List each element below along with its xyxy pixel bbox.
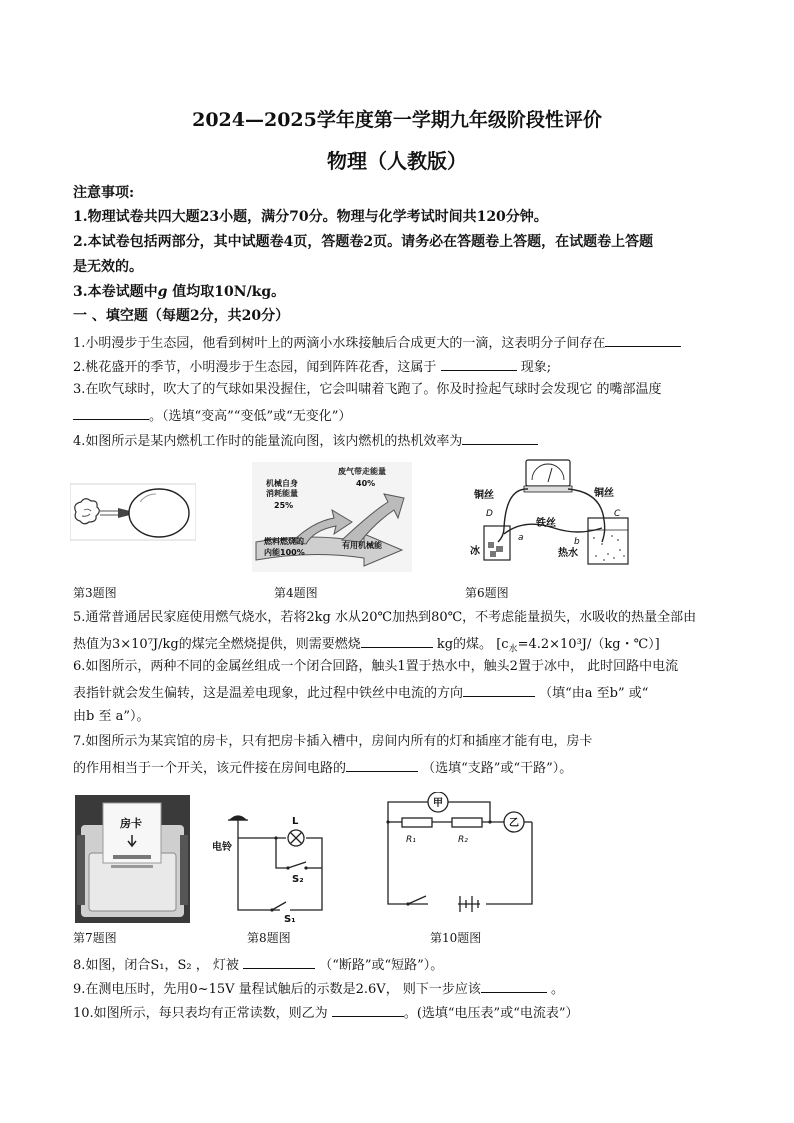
hot-water-label: 热水 [558,548,578,559]
answer-blank [463,683,535,697]
answer-blank [462,431,538,445]
figure-10-circuit [380,792,540,916]
notice-item-2b: 是无效的。 [73,259,143,275]
ice-label: 冰 [470,546,480,557]
exam-title: 2024—2025学年度第一学期九年级阶段性评价 [192,109,602,131]
fuel-label-1: 燃料燃烧的 [264,537,304,546]
answer-blank [605,333,681,347]
mech-loss-label-1: 机械自身 [266,479,298,488]
mech-loss-label-2: 消耗能量 [266,489,298,498]
r2-label: R₂ [458,835,468,845]
copper-left-label: 铜丝 [474,490,494,501]
exhaust-pct: 40% [356,479,376,488]
question-6b: 表指针就会发生偏转，这是温差电现象，此过程中铁丝中电流的方向 （填“由a 至b” 或“ [73,683,733,703]
figure-4-caption: 第4题图 [274,586,318,600]
notice-item-3: 3.本卷试题中g 值均取10N/kg。 [73,284,286,300]
section-1-heading: 一 、填空题（每题2分，共20分） [73,308,290,324]
r1-label: R₁ [406,835,416,845]
mech-loss-pct: 25% [274,501,294,510]
figure-7-caption: 第7题图 [73,931,117,945]
answer-blank [481,979,547,993]
answer-blank [361,634,433,648]
question-3b: 。（选填“变高”“变低”或“无变化”） [73,406,733,426]
question-7b: 的作用相当于一个开关，该元件接在房间电路的 （选填“支路”或“干路”）。 [73,758,733,778]
s1-label: S₁ [284,914,296,922]
question-9: 9.在测电压时，先用0~15V 量程试触后的示数是2.6V， 则下一步应该 。 [73,979,733,999]
question-7a: 7.如图所示为某宾馆的房卡，只有把房卡插入槽中，房间内所有的灯和插座才能有电，房卡 [73,734,593,749]
figure-4-energy-flow [252,462,412,572]
label-d: D [486,509,493,519]
question-1: 1.小明漫步于生态园，他看到树叶上的两滴小水珠接触后合成更大的一滴，这表明分子间存在 [73,333,733,353]
exhaust-label: 废气带走能量 [338,467,386,476]
figure-8-circuit [210,810,338,922]
room-card-label: 房卡 [120,817,142,830]
label-b: b [574,537,580,547]
answer-blank [441,357,517,371]
useful-label: 有用机械能 [342,541,382,550]
iron-label: 铁丝 [536,518,556,529]
question-6a: 6.如图所示，两种不同的金属丝组成一个闭合回路，触头1置于热水中，触头2置于冰中， 此时回路中电流 [73,659,679,674]
g-variable: g [157,284,168,300]
question-8: 8.如图，闭合S₁，S₂ ， 灯被 （“断路”或“短路”）。 [73,955,733,975]
figure-7-room-card [75,795,190,923]
question-4: 4.如图所示是某内燃机工作时的能量流向图，该内燃机的热机效率为 [73,431,733,451]
label-c: C [614,509,621,519]
exam-subtitle: 物理（人教版） [327,149,467,173]
notice-item-2a: 2.本试卷包括两部分，其中试题卷4页，答题卷2页。请务必在答题卷上答题，在试题卷上答题 [73,234,654,250]
label-a: a [518,533,524,543]
fuel-label-2: 内能100% [264,548,305,557]
answer-blank [73,406,149,420]
notice-item-1: 1.物理试卷共四大题23小题，满分70分。物理与化学考试时间共120分钟。 [73,209,548,225]
question-2: 2.桃花盛开的季节，小明漫步于生态园，闻到阵阵花香，这属于 现象; [73,357,733,377]
figure-3-caption: 第3题图 [73,586,117,600]
question-6c: 由b 至 a”）。 [73,709,150,724]
answer-blank [346,758,418,772]
meter-jia-label: 甲 [433,798,443,809]
s2-label: S₂ [292,874,304,885]
question-5a: 5.通常普通居民家庭使用燃气烧水，若将2kg 水从20℃加热到80℃，不考虑能量损失，水吸收的热量全部由 [73,610,697,625]
galvanometer [524,460,572,492]
question-3a: 3.在吹气球时，吹大了的气球如果没握住，它会叫啸着飞跑了。你及时捡起气球时会发现它 的嘴部温度 [73,382,662,397]
question-5b: 热值为3×10⁷J/kg的煤完全燃烧提供，则需要燃烧 kg的煤。 [$c_水=4.2\times 10^3J/(kg$・℃）] [73,634,733,659]
lamp-label: L [292,816,299,827]
figure-10-caption: 第10题图 [430,931,482,945]
copper-right-label: 铜丝 [594,488,614,499]
notice-heading: 注意事项: [73,185,135,201]
answer-blank [243,955,315,969]
meter-yi-label: 乙 [509,818,519,829]
answer-blank [332,1003,404,1017]
figure-6-caption: 第6题图 [465,586,509,600]
question-10: 10.如图所示，每只表均有正常读数，则乙为 。(选填“电压表”或“电流表”） [73,1003,733,1023]
figure-3-balloon [70,482,196,542]
bell-label: 电铃 [212,842,232,853]
figure-6-thermocouple [466,458,636,574]
figure-8-caption: 第8题图 [247,931,291,945]
